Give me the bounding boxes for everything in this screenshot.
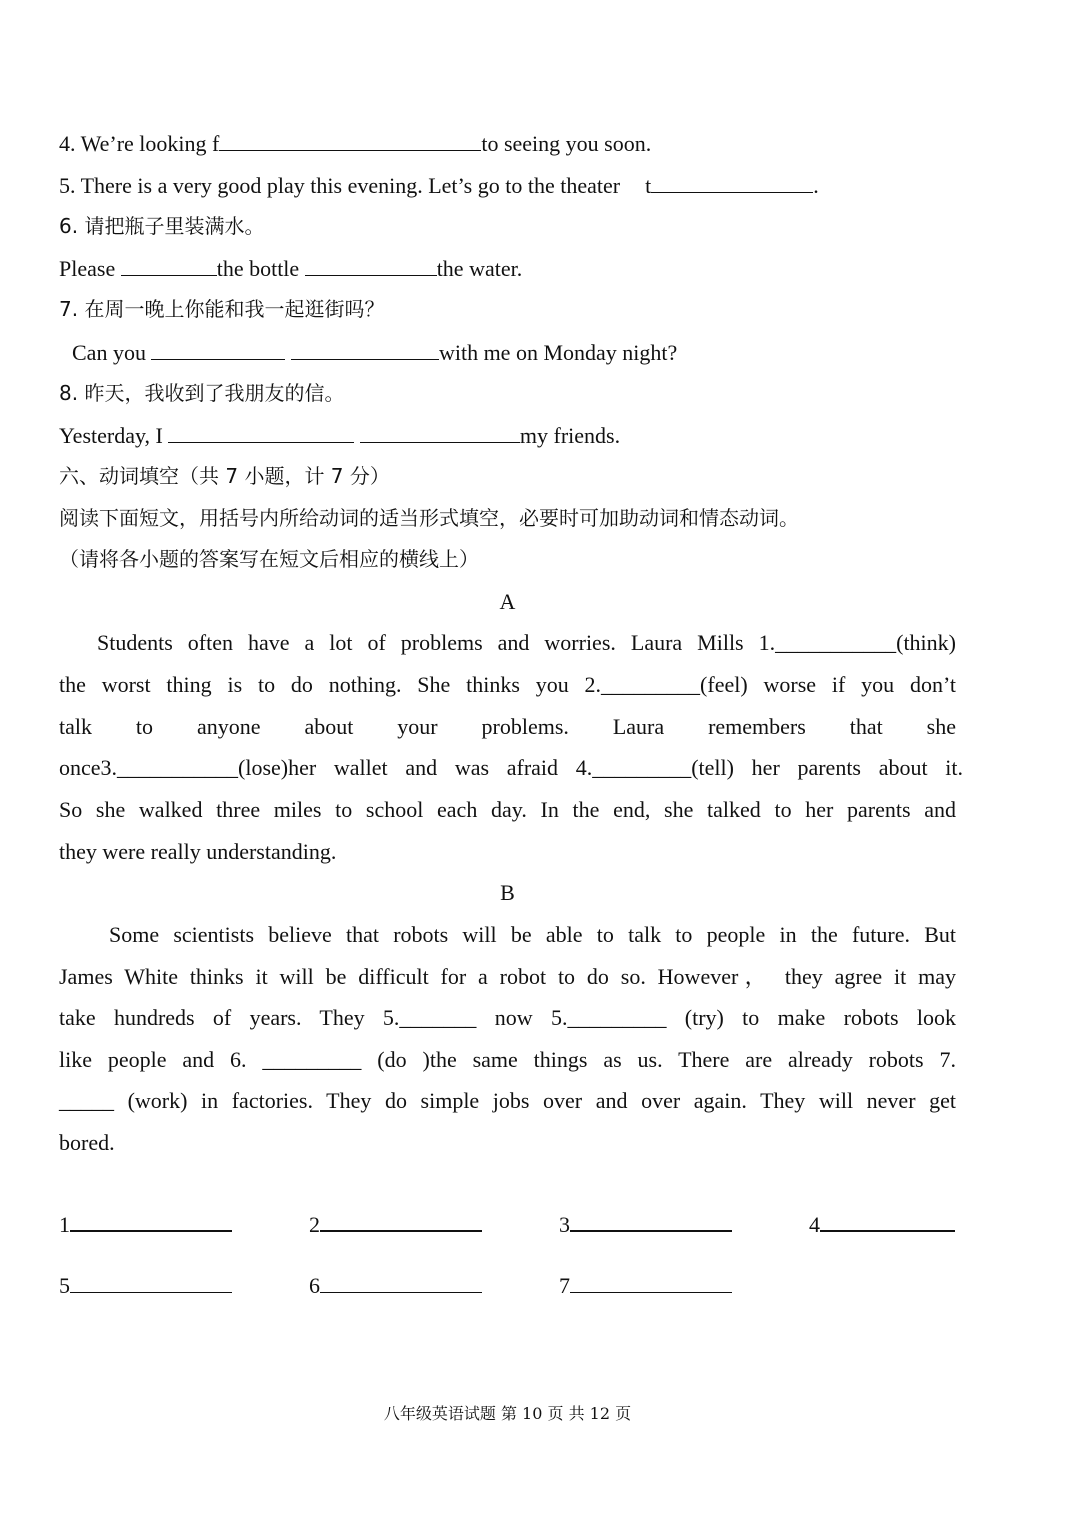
answer-5	[59, 1272, 232, 1299]
answer-blank[interactable]	[570, 1210, 732, 1232]
answer-blank[interactable]	[151, 339, 285, 360]
answer-blank[interactable]	[320, 1272, 482, 1293]
passage-a-line: they were really understanding.	[59, 839, 337, 864]
passage-a-line: once3.___________(lose)her wallet and was afraid 4._________(tell) her parents about it.	[59, 755, 963, 780]
question-5-hint: t	[645, 173, 652, 198]
question-6-chinese: 6. 请把瓶子里装满水。	[59, 214, 265, 238]
answer-3	[559, 1210, 732, 1238]
answer-4	[809, 1210, 955, 1238]
passage-b-heading: B	[500, 880, 515, 905]
passage-a-line: talk to anyone about your problems. Laura remembers that she	[59, 714, 956, 739]
answer-number: 6	[309, 1273, 320, 1298]
answer-blank[interactable]	[70, 1210, 232, 1232]
question-4-suffix: to seeing you soon.	[481, 131, 652, 156]
answer-blank[interactable]	[570, 1272, 732, 1293]
question-5-prefix: 5. There is a very good play this evening. Let’s go to the theater	[59, 173, 621, 198]
answer-blank[interactable]	[360, 422, 520, 443]
page-footer: 八年级英语试题 第 10 页 共 12 页	[383, 1404, 632, 1423]
answer-blank[interactable]	[820, 1210, 955, 1232]
section-title: 六、动词填空（共 7 小题，计 7 分）	[59, 464, 390, 488]
question-5-suffix: .	[813, 173, 819, 198]
answer-blank[interactable]	[168, 422, 354, 443]
question-8	[59, 422, 620, 449]
question-4-prefix: 4. We’re looking f	[59, 131, 220, 156]
answer-number: 5	[59, 1273, 70, 1298]
passage-a-line: So she walked three miles to school each day. In the end, she talked to her parents and	[59, 797, 956, 822]
question-6-prefix: Please	[59, 256, 116, 281]
answer-number: 1	[59, 1212, 70, 1237]
passage-b-line: take hundreds of years. They 5._______ now 5._________ (try) to make robots look	[59, 1005, 956, 1030]
section-note: （请将各小题的答案写在短文后相应的横线上）	[59, 547, 479, 571]
answer-number: 7	[559, 1273, 570, 1298]
answer-number: 2	[309, 1212, 320, 1237]
answer-blank[interactable]	[291, 339, 439, 360]
section-instruction: 阅读下面短文，用括号内所给动词的适当形式填空，必要时可加助动词和情态动词。	[59, 506, 799, 530]
answer-number: 4	[809, 1212, 820, 1237]
question-8-prefix: Yesterday, I	[59, 423, 163, 448]
answer-blank[interactable]	[305, 255, 437, 276]
passage-a-heading: A	[499, 589, 516, 614]
answer-7	[559, 1272, 732, 1299]
question-4	[59, 130, 651, 157]
answer-blank[interactable]	[70, 1272, 232, 1293]
answer-2	[309, 1210, 482, 1238]
question-8-chinese: 8. 昨天，我收到了我朋友的信。	[59, 381, 345, 405]
passage-b-line: _____ (work) in factories. They do simple jobs over and over again. They will never get	[59, 1088, 956, 1113]
question-7-suffix: with me on Monday night?	[438, 340, 678, 365]
question-7	[72, 339, 677, 366]
question-6-suffix: the water.	[436, 256, 523, 281]
question-6	[59, 255, 522, 282]
passage-b-line: James White thinks it will be difficult for a robot to do so. However， they agree it may	[59, 964, 956, 989]
question-7-prefix: Can you	[72, 340, 146, 365]
answer-blank[interactable]	[219, 130, 481, 151]
answer-6	[309, 1272, 482, 1299]
answer-blank[interactable]	[320, 1210, 482, 1232]
passage-b-line: bored.	[59, 1130, 115, 1155]
passage-a-line: the worst thing is to do nothing. She thinks you 2._________(feel) worse if you don’t	[59, 672, 956, 697]
answer-number: 3	[559, 1212, 570, 1237]
answer-blank[interactable]	[651, 172, 813, 193]
question-8-suffix: my friends.	[519, 423, 621, 448]
passage-b-line: like people and 6. _________ (do )the same things as us. There are already robots 7.	[59, 1047, 956, 1072]
passage-a-line: Students often have a lot of problems and worries. Laura Mills 1.___________(think)	[97, 630, 956, 655]
answer-blank[interactable]	[121, 255, 217, 276]
question-6-middle: the bottle	[216, 256, 300, 281]
answer-1	[59, 1210, 232, 1238]
question-7-chinese: 7. 在周一晚上你能和我一起逛街吗？	[59, 297, 385, 321]
passage-b-line: Some scientists believe that robots will be able to talk to people in the future. But	[109, 922, 956, 947]
question-5	[59, 172, 819, 199]
